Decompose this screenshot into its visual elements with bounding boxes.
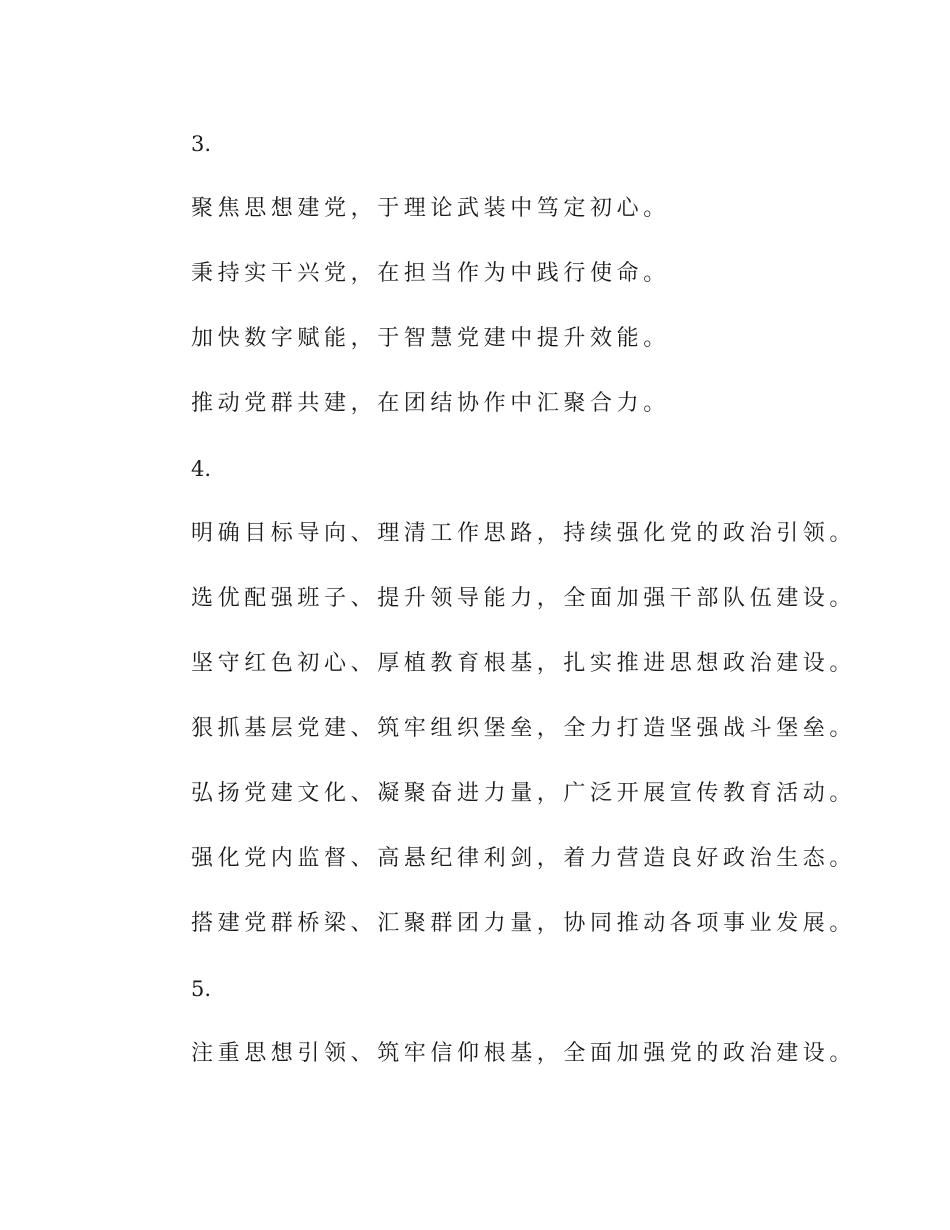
paragraph-line: 强化党内监督、高悬纪律利剑，着力营造良好政治生态。: [191, 846, 857, 871]
paragraph-line: 加快数字赋能，于智慧党建中提升效能。: [191, 326, 670, 351]
paragraph-line: 狠抓基层党建、筑牢组织堡垒，全力打造坚强战斗堡垒。: [191, 716, 857, 741]
section-number-4: 4.: [191, 457, 212, 481]
paragraph-line: 推动党群共建，在团结协作中汇聚合力。: [191, 391, 670, 416]
section-number-3: 3.: [191, 132, 212, 156]
paragraph-line: 选优配强班子、提升领导能力，全面加强干部队伍建设。: [191, 586, 857, 611]
paragraph-line: 弘扬党建文化、凝聚奋进力量，广泛开展宣传教育活动。: [191, 781, 857, 806]
paragraph-line: 秉持实干兴党，在担当作为中践行使命。: [191, 261, 670, 286]
paragraph-line: 明确目标导向、理清工作思路，持续强化党的政治引领。: [191, 521, 857, 546]
section-number-5: 5.: [191, 977, 212, 1001]
paragraph-line: 聚焦思想建党，于理论武装中笃定初心。: [191, 196, 670, 221]
document-body: [191, 122, 911, 1097]
paragraph-line: 搭建党群桥梁、汇聚群团力量，协同推动各项事业发展。: [191, 911, 857, 936]
paragraph-line: 坚守红色初心、厚植教育根基，扎实推进思想政治建设。: [191, 651, 857, 676]
paragraph-line: 注重思想引领、筑牢信仰根基，全面加强党的政治建设。: [191, 1041, 857, 1066]
